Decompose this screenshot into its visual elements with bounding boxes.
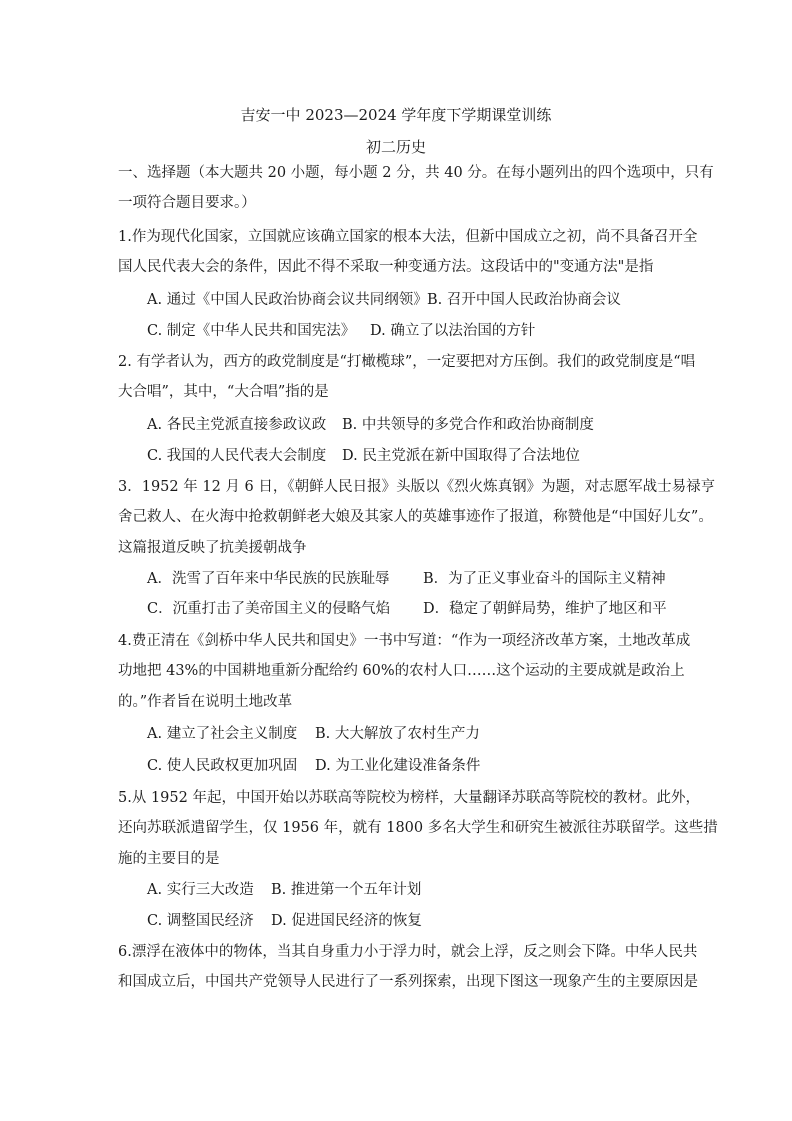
question-4-option-b: B. 大大解放了农村生产力	[315, 726, 480, 742]
question-5-option-c: C. 调整国民经济	[147, 913, 254, 929]
question-4-option-c: C. 使人民政权更加巩固	[147, 758, 298, 774]
question-1-option-b: B. 召开中国人民政治协商会议	[427, 292, 621, 308]
question-1-option-a: A. 通过《中国人民政治协商会议共同纲领》	[147, 292, 428, 308]
question-2-option-a: A. 各民主党派直接参政议政	[147, 417, 327, 433]
question-6-text-cont: 和国成立后，中国共产党领导人民进行了一系列探索，出现下图这一现象产生的主要原因是	[118, 974, 698, 990]
question-4-text-cont: 功地把 43%的中国耕地重新分配给约 60%的农村人口……这个运动的主要成就是政治上	[118, 663, 685, 679]
question-4-text: 4.费正清在《剑桥中华人民共和国史》一书中写道：“作为一项经济改革方案，土地改革成	[118, 633, 691, 649]
exam-subject: 初二历史	[365, 138, 426, 156]
question-3-option-a: A．洗雪了百年来中华民族的民族耻辱	[147, 571, 390, 587]
question-3-text-cont: 舍己救人、在火海中抢救朝鲜老大娘及其家人的英雄事迹作了报道，称赞他是“中国好儿女”。	[118, 509, 713, 525]
question-2-option-d: D. 民主党派在新中国取得了合法地位	[342, 448, 580, 464]
question-5-text-cont: 施的主要目的是	[118, 851, 220, 867]
question-3-text-cont: 这篇报道反映了抗美援朝战争	[118, 540, 307, 556]
section-instructions-cont: 一项符合题目要求。）	[118, 195, 256, 211]
question-1-text-cont: 国人民代表大会的条件，因此不得不采取一种变通方法。这段话中的"变通方法"是指	[118, 259, 654, 275]
question-3-option-b: B．为了正义事业奋斗的国际主义精神	[423, 571, 666, 587]
question-2-option-c: C. 我国的人民代表大会制度	[147, 448, 327, 464]
question-3-text: 3．1952 年 12 月 6 日，《朝鲜人民日报》头版以《烈火炼真钢》为题，对志愿军战士易禄亨	[118, 479, 716, 495]
question-1-option-c: C. 制定《中华人民共和国宪法》	[147, 323, 356, 339]
question-2-text-cont: 大合唱”，其中，“大合唱”指的是	[118, 384, 329, 400]
question-5-text-cont: 还向苏联派遣留学生，仅 1956 年，就有 1800 多名大学生和研究生被派往苏联留学。这些措	[118, 820, 718, 836]
question-4-text-cont: 的。”作者旨在说明土地改革	[118, 694, 293, 710]
question-1-option-d: D. 确立了以法治国的方针	[370, 323, 536, 339]
question-5-option-d: D. 促进国民经济的恢复	[271, 913, 422, 929]
question-4-option-d: D. 为工业化建设准备条件	[315, 758, 481, 774]
question-6-text: 6.漂浮在液体中的物体，当其自身重力小于浮力时，就会上浮，反之则会下降。中华人民共	[118, 944, 698, 960]
question-3-option-d: D．稳定了朝鲜局势，维护了地区和平	[423, 601, 667, 617]
question-5-text: 5.从 1952 年起，中国开始以苏联高等院校为榜样，大量翻译苏联高等院校的教材。此外，	[118, 790, 700, 806]
question-4-option-a: A. 建立了社会主义制度	[147, 726, 298, 742]
question-5-option-b: B. 推进第一个五年计划	[271, 882, 422, 898]
question-5-option-a: A. 实行三大改造	[147, 882, 254, 898]
question-2-option-b: B. 中共领导的多党合作和政治协商制度	[342, 417, 594, 433]
exam-title: 吉安一中 2023—2024 学年度下学期课堂训练	[240, 106, 552, 124]
question-1-text: 1.作为现代化国家，立国就应该确立国家的根本大法，但新中国成立之初，尚不具备召开全	[118, 229, 698, 245]
question-2-text: 2. 有学者认为，西方的政党制度是“打橄榄球”，一定要把对方压倒。我们的政党制度是“唱	[118, 354, 696, 370]
question-3-option-c: C．沉重打击了美帝国主义的侵略气焰	[147, 601, 391, 617]
section-instructions: 一、选择题（本大题共 20 小题，每小题 2 分，共 40 分。在每小题列出的四个选项中，只有	[118, 165, 714, 181]
